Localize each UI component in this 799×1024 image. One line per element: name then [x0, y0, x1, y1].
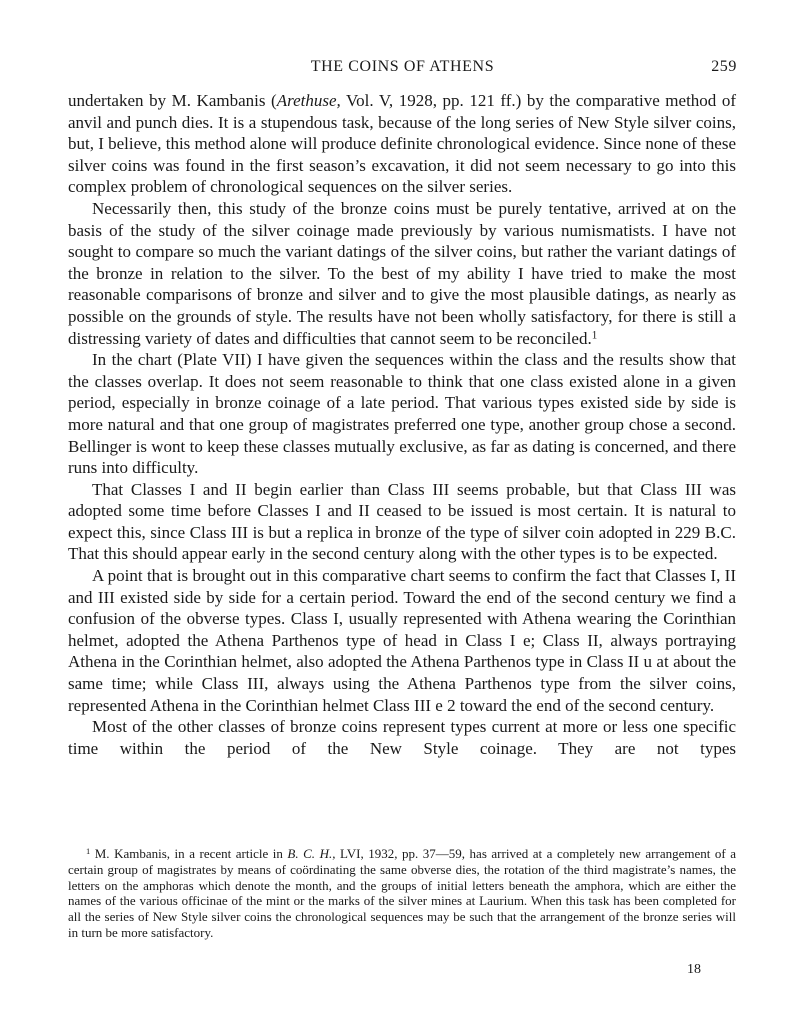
page-number: 259 [711, 58, 737, 75]
footnote-marker: 1 [86, 845, 91, 856]
body-text [68, 90, 736, 759]
footnote-text-a: M. Kambanis, in a recent article in [90, 846, 288, 861]
p1-text-b: Vol. V, 1928, pp. 121 ff.) by the comparative method of anvil and punch dies. It is a stupendous task, because of the long series of New Style silver coins, but, I believe, this method alone will produce definite chronological evidence. Since none of these silver coins was found in the first season’s excavation, it did not seem necessary to go into this complex problem of chronological sequences on the silver series. [68, 91, 737, 197]
paragraph-1 [68, 90, 736, 198]
journal-title-bch: B. C. H., [287, 846, 336, 861]
running-head [68, 58, 737, 80]
footnote-ref-1: 1 [591, 329, 598, 342]
paragraph-3: In the chart (Plate VII) I have given the sequences within the class and the results show that the classes overlap. It does not seem reasonable to think that one class existed alone in a given period, especially in bronze coinage of a late period. That various types existed side by side is more natural and that one group of magistrates preferred one type, another group chose a second. Bellinger is wont to keep these classes mutually exclusive, as far as dating is concerned, and there runs into difficulty. [68, 350, 736, 478]
footnote-1 [68, 846, 736, 941]
footnote [68, 846, 736, 941]
footnote-text-b: LVI, 1932, pp. 37—59, has arrived at a completely new arrangement of a certain group of magistrates by means of coördinating the same obverse dies, the rotation of the third magistrate’s names, the letters on the amphoras which denote the month, and the groups of initial letters beneath the amphora, which are either the names of the various officinae of the mint or the marks of the silver mines at Laurium. When this task has been completed for all the series of New Style silver coins the chronological sequences may be such that the arrangement of the bronze series will in turn be more satisfactory. [68, 846, 737, 940]
paragraph-2 [68, 198, 736, 349]
paragraph-6: Most of the other classes of bronze coins represent types current at more or less one specific time within the period of the New Style coinage. They are not types [68, 717, 736, 758]
paragraph-4: That Classes I and II begin earlier than Class III seems probable, but that Class III was adopted some time before Classes I and II ceased to be issued is most certain. It is natural to expect this, since Class III is but a replica in bronze of the type of silver coin adopted in 229 B.C. That this should appear early in the second century along with the other types is to be expected. [68, 479, 736, 564]
p2-text: Necessarily then, this study of the bronze coins must be purely tentative, arrived at on the basis of the study of the silver coinage made previously by various numismatists. I have not sought to compare so much the variant datings of the silver coins, but rather the variant datings of the bronze in relation to the silver. To the best of my ability I have tried to make the most reasonable comparisons of bronze and silver and to give the most plausible datings, as nearly as possible on the grounds of style. The results have not been wholly satisfactory, for there is still a distressing variety of dates and difficulties that cannot seem to be reconciled. [68, 198, 736, 348]
paragraph-5: A point that is brought out in this comparative chart seems to confirm the fact that Classes I, II and III existed side by side for a certain period. Toward the end of the second century we find a confusion of the obverse types. Class I, usually represented with Athena wearing the Corinthian helmet, adopted the Athena Parthenos type of head in Class I e; Class II, always portraying Athena in the Corinthian helmet, also adopted the Athena Parthenos type in Class II u at about the same time; while Class III, always using the Athena Parthenos type from the silver coins, represented Athena in the Corinthian helmet Class III e 2 toward the end of the second century. [68, 566, 736, 715]
journal-title-arethuse: Arethuse, [276, 91, 341, 110]
signature-mark: 18 [687, 962, 701, 977]
p1-text-a: undertaken by M. Kambanis ( [68, 91, 277, 110]
running-title: THE COINS OF ATHENS [310, 58, 495, 75]
